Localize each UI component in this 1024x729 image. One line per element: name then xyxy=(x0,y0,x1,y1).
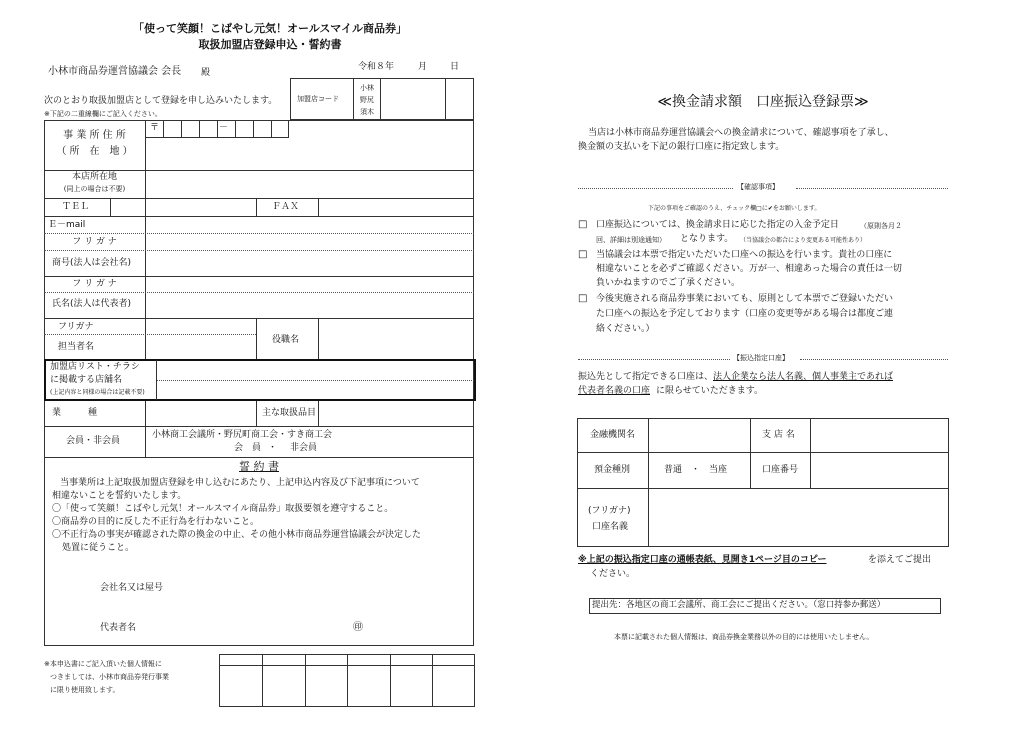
name-label: 氏名(法人は代表者) xyxy=(52,299,132,309)
store-address-input[interactable] xyxy=(146,171,473,197)
store-address-sub: (同上の場合は不要) xyxy=(63,185,126,193)
item3-line2: た口座への振込を予定しております（口座の変更等がある場合は都度ご連 xyxy=(596,309,894,319)
intro-line2: ※下記の二重線欄にご記入ください。 xyxy=(44,110,162,118)
store-code-input-2[interactable] xyxy=(446,79,473,119)
date-era: 令和８年 xyxy=(358,62,395,72)
industry-label: 業 種 xyxy=(52,408,98,418)
pledge-item2: 〇商品券の目的に反した不正行為を行わないこと。 xyxy=(52,517,260,527)
type-options[interactable]: 普通 ・ 当座 xyxy=(664,465,728,475)
region-nojiri: 野尻 xyxy=(360,96,374,104)
account-note-b: 法人企業なら法人名義、個人事業主であれば xyxy=(713,372,894,382)
store-code-input[interactable] xyxy=(381,79,444,119)
submission-text: 提出先：各地区の商工会議所、商工会にご提出ください。（窓口持参か郵送） xyxy=(592,600,886,610)
position-label: 役職名 xyxy=(272,335,300,345)
bank-label: 金融機関名 xyxy=(590,430,636,440)
name-input[interactable] xyxy=(146,293,473,317)
listing-label-note: (上記内容と同様の場合は記載不要) xyxy=(50,389,145,396)
pledge-para-line2: 相違ないことを誓約いたします。 xyxy=(52,491,187,501)
form-title-line1: 「使って笑顔！こばやし元気！オールスマイル商品券」 xyxy=(132,22,407,35)
holder-input[interactable] xyxy=(649,489,948,546)
industry-input[interactable] xyxy=(146,402,255,425)
privacy-line2: つきましては、小林市商品券発行事業 xyxy=(50,673,169,681)
pledge-para-line1: 当事業所は上記取扱加盟店登録を申し込むにあたり、上記申込内容及び下記事項について xyxy=(60,478,420,488)
trade-name-furigana-label: フ リ ガ ナ xyxy=(72,237,117,247)
checkbox-item2[interactable]: □ xyxy=(578,249,588,260)
office-address-input[interactable] xyxy=(146,139,473,169)
confirm-instruction: 下記の事項をご確認のうえ、チェック欄□に✔をお願いします。 xyxy=(648,205,821,212)
pledge-item1: 〇「使って笑顔！こばやし元気！オールスマイル商品券」取扱要領を遵守すること。 xyxy=(52,504,394,514)
item2-line2: 相違ないことを必ずご確認ください。万が一、相違あった場合の責任は一切 xyxy=(596,264,902,274)
contact-furigana-label: フリガナ xyxy=(58,322,94,332)
postal-dash: － xyxy=(219,123,229,133)
company-name-input[interactable] xyxy=(190,576,390,598)
listing-label-line1: 加盟店リスト・チラシ xyxy=(50,362,140,372)
item1-note2: （当協議会の都合により変更ある可能性あり） xyxy=(740,237,867,244)
store-address-label: 本店所在地 xyxy=(71,172,117,182)
privacy-line3: に限り使用致します。 xyxy=(50,686,120,694)
addressee-suffix: 殿 xyxy=(201,68,211,78)
account-note-a: 振込先として指定できる口座は、 xyxy=(578,372,714,382)
item1-line2b: となります。 xyxy=(680,234,734,244)
intro-line1: 次のとおり取扱加盟店として登録を申し込みいたします。 xyxy=(44,96,278,106)
region-kobayashi: 小林 xyxy=(360,84,374,92)
item3-line1: 今後実施される商品券事業においても、原則として本票でご登録いただい xyxy=(596,294,894,304)
pledge-item3-line2: 処置に従うこと。 xyxy=(62,543,135,553)
account-number-input[interactable] xyxy=(811,453,948,487)
account-intro-line2: 換金額の支払いを下記の銀行口座に指定致します。 xyxy=(578,142,785,152)
right-privacy: 本票に記載された個人情報は、商品券換金業務以外の目的には使用いたしません。 xyxy=(614,633,874,641)
tel-input[interactable] xyxy=(111,199,255,215)
member-org: 小林商工会議所・野尻町商工会・すき商工会 xyxy=(152,430,333,440)
holder-furigana-label: (フリガナ) xyxy=(588,506,631,516)
member-choice-sep: ・ xyxy=(268,443,278,453)
seal-mark: ㊞ xyxy=(353,622,363,633)
store-code-label: 加盟店コード xyxy=(297,95,339,103)
postal-mark: 〒 xyxy=(150,123,160,133)
member-choice-member[interactable]: 会 員 xyxy=(234,443,262,453)
date-month: 月 xyxy=(418,62,428,72)
email-label: Ｅ－mail xyxy=(48,220,86,230)
email-input[interactable] xyxy=(146,217,473,232)
name-furigana-label: フ リ ガ ナ xyxy=(72,279,117,289)
bank-input[interactable] xyxy=(649,419,749,451)
type-label: 預金種別 xyxy=(594,465,631,475)
checkbox-item3[interactable]: □ xyxy=(578,293,588,304)
trade-name-input[interactable] xyxy=(146,251,473,275)
listing-label-line2: に掲載する店舗名 xyxy=(50,375,123,385)
listing-name-input[interactable] xyxy=(158,361,473,399)
pledge-item3-line1: 〇不正行為の事実が確認された際の換金の中止、その他小林市商品券運営協議会が決定した xyxy=(52,530,422,540)
main-items-input[interactable] xyxy=(319,402,473,425)
item1-line2a: 回、詳細は別途通知） xyxy=(596,236,666,244)
office-address-sub: （ 所 在 地 ） xyxy=(56,146,133,157)
main-items-label: 主な取扱品目 xyxy=(262,408,317,418)
privacy-line1: ※本申込書にご記入頂いた個人情報に xyxy=(44,660,162,668)
member-label: 会員・非会員 xyxy=(66,436,121,446)
confirm-header: 【確認事項】 xyxy=(737,183,779,191)
fax-label: ＦＡＸ xyxy=(272,202,300,212)
position-input[interactable] xyxy=(319,319,473,359)
representative-label: 代表者名 xyxy=(100,623,137,633)
attach-a: ※上記の振込指定口座の通帳表紙、見開き1ページ目のコピー xyxy=(578,555,827,565)
account-number-label: 口座番号 xyxy=(762,465,799,475)
checkbox-item1[interactable]: □ xyxy=(578,219,588,230)
account-header: 【振込指定口座】 xyxy=(733,354,789,362)
holder-label: 口座名義 xyxy=(592,522,629,532)
addressee: 小林市商品券運営協議会 会長 xyxy=(48,66,182,77)
region-suki: 須木 xyxy=(360,108,374,116)
attach-line2: ください。 xyxy=(590,569,636,579)
contact-label: 担当者名 xyxy=(58,342,95,352)
branch-input[interactable] xyxy=(811,419,948,451)
name-furigana-input[interactable] xyxy=(146,277,473,291)
pledge-title: 誓 約 書 xyxy=(239,460,279,473)
trade-name-label: 商号(法人は会社名) xyxy=(52,258,132,268)
tel-label: ＴＥＬ xyxy=(62,202,90,212)
item1-line1: 口座振込については、換金請求日に応じた指定の入金予定日 xyxy=(596,220,839,230)
fax-input[interactable] xyxy=(319,199,473,215)
trade-name-furigana-input[interactable] xyxy=(146,234,473,249)
company-name-label: 会社名又は屋号 xyxy=(100,583,164,593)
item2-line3: 負いかねますのでご了承ください。 xyxy=(596,278,741,288)
representative-input[interactable] xyxy=(160,616,340,638)
attach-b: を添えてご提出 xyxy=(868,555,932,565)
branch-label: 支 店 名 xyxy=(762,430,795,440)
item1-note1: （原則各月２ xyxy=(860,222,902,230)
item3-line3: 絡ください。） xyxy=(596,324,655,334)
item2-line1: 当協議会は本票で指定いただいた口座への振込を行います。貴社の口座に xyxy=(596,250,893,260)
form-title-line2: 取扱加盟店登録申込・誓約書 xyxy=(198,38,342,51)
account-note-d: に限らせていただきます。 xyxy=(656,386,764,396)
account-intro-line1: 当店は小林市商品券運営協議会への換金請求について、確認事項を了承し、 xyxy=(588,128,894,138)
contact-input[interactable] xyxy=(146,319,255,359)
member-choice-nonmember[interactable]: 非会員 xyxy=(290,443,318,453)
account-note-c: 代表者名義の口座 xyxy=(578,386,651,396)
account-form-title: ≪換金請求額 口座振込登録票≫ xyxy=(657,94,869,110)
date-day: 日 xyxy=(450,62,460,72)
office-address-label: 事 業 所 住 所 xyxy=(63,130,126,141)
